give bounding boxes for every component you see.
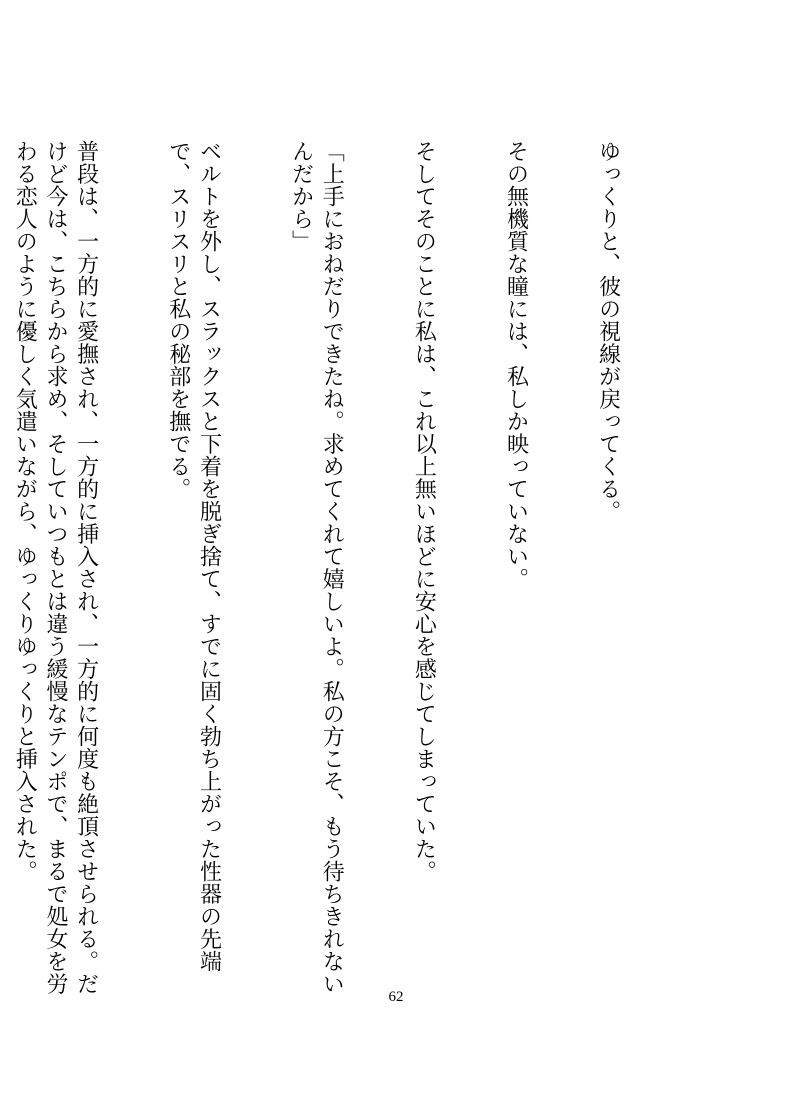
vertical-text-body: [12, 140, 684, 1010]
paragraph-6: 普段は、一方的に愛撫され、一方的に挿入され、一方的に何度も絶頂させられる。だけど今は、こちらから求め、そしていつもとは違う緩慢なテンポで、まるで処女を労わる恋人のように優しく気遣いながら、ゆっくりゆっくりと挿入された。: [12, 140, 99, 995]
paragraph-5: ベルトを外し、スラックスと下着を脱ぎ捨て、すでに固く勃ち上がった性器の先端で、スリスリと私の秘部を撫でる。: [165, 140, 222, 973]
paragraph-1: ゆっくりと、彼の視線が戻ってくる。: [595, 140, 621, 523]
page-number: 62: [388, 989, 404, 1005]
paragraph-4: 「上手におねだりできたね。求めてくれて嬉しいよ。私の方こそ、もう待ちきれないんだから」: [288, 140, 345, 995]
paragraph-3: そしてそのことに私は、これ以上無いほどに安心を感じてしまっていた。: [411, 140, 437, 883]
paragraph-2: その無機質な瞳には、私しか映っていない。: [503, 140, 529, 590]
